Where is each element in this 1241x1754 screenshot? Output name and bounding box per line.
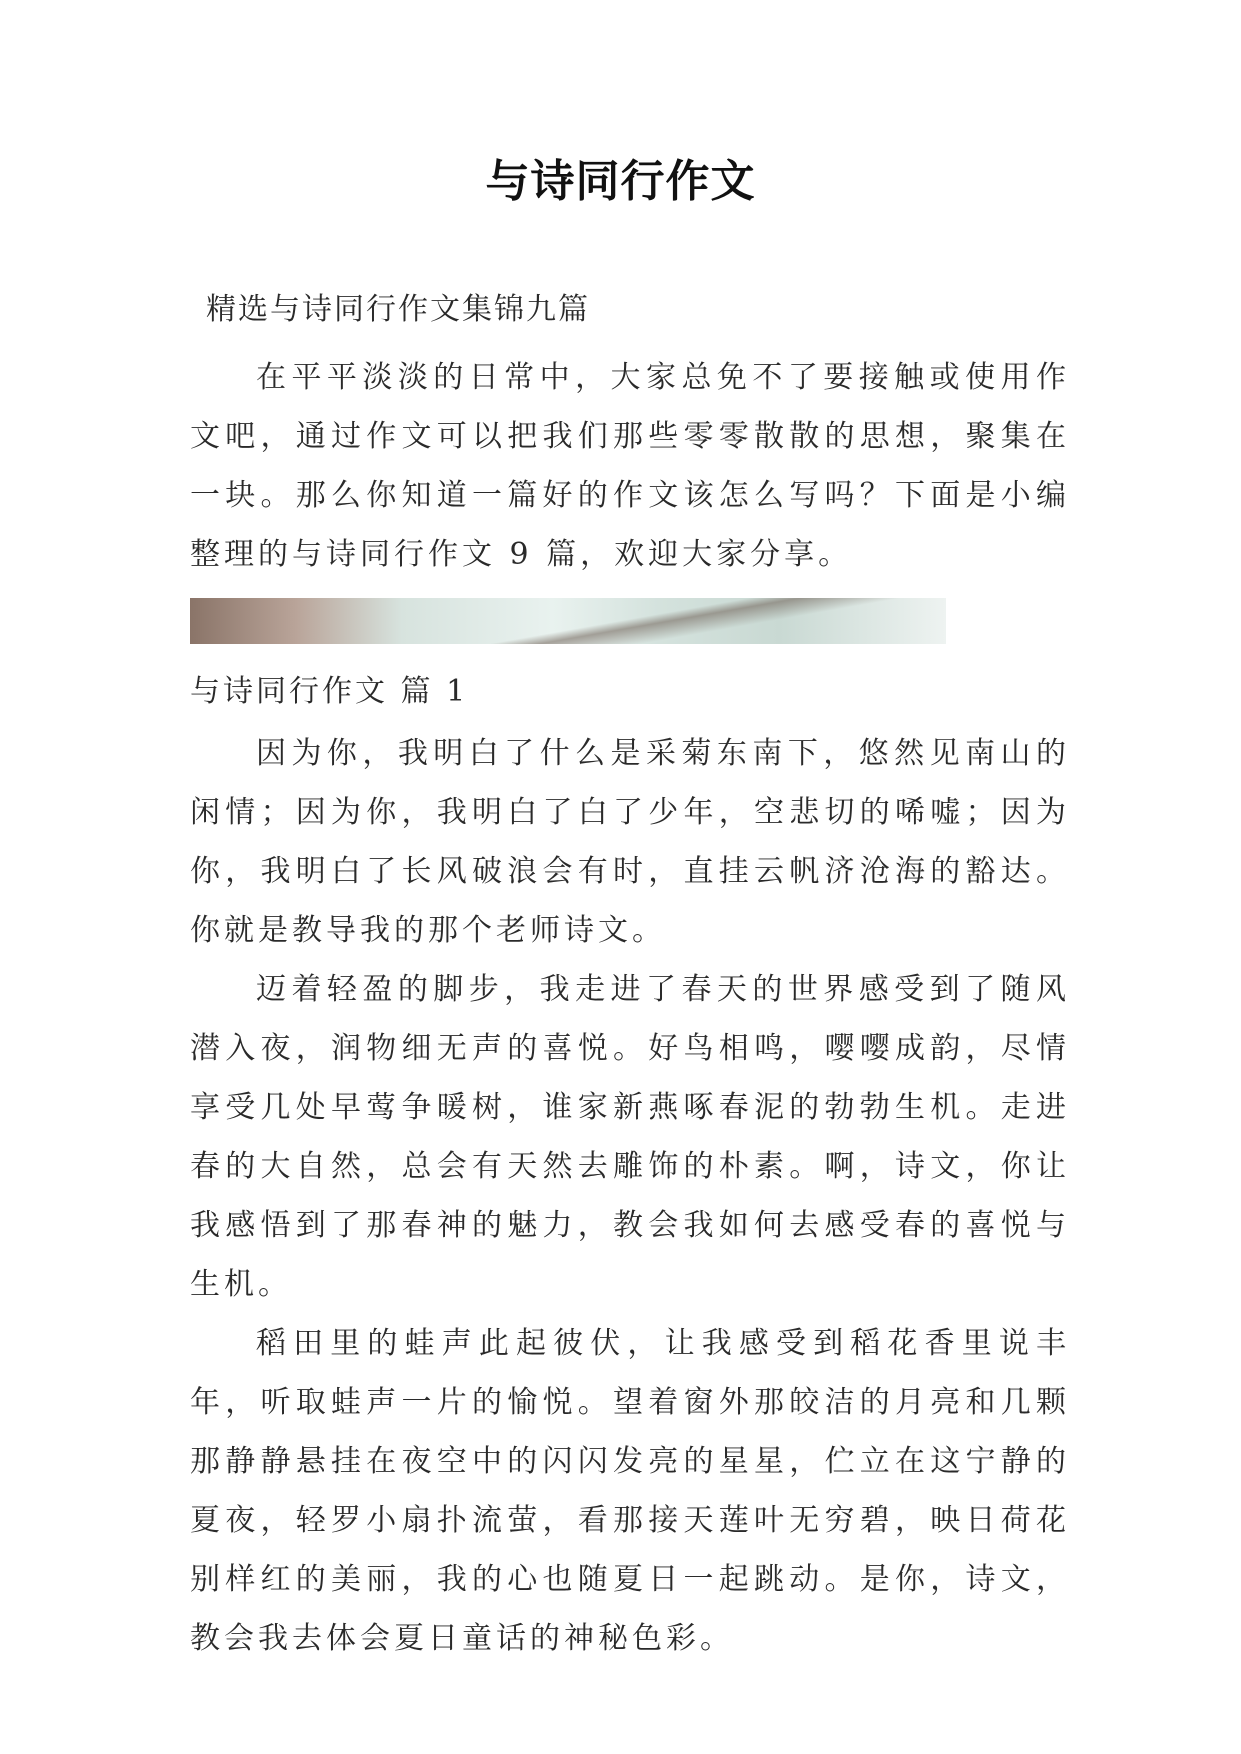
banner-image [190, 598, 946, 644]
intro-paragraph: 在平平淡淡的日常中，大家总免不了要接触或使用作文吧，通过作文可以把我们那些零零散散的思想，聚集在一块。那么你知道一篇好的作文该怎么写吗？下面是小编整理的与诗同行作文 9 篇，欢迎大家分享。 [190, 360, 1070, 572]
section-heading: 与诗同行作文 篇 1 [190, 674, 469, 709]
document-subtitle: 精选与诗同行作文集锦九篇 [206, 292, 590, 327]
document-title: 与诗同行作文 [485, 156, 756, 207]
document-body [190, 290, 1070, 1668]
body-paragraph-2: 迈着轻盈的脚步，我走进了春天的世界感受到了随风潜入夜，润物细无声的喜悦。好鸟相鸣，嘤嘤成韵，尽情享受几处早莺争暖树，谁家新燕啄春泥的勃勃生机。走进春的大自然，总会有天然去雕饰的朴素。啊，诗文，你让我感悟到了那春神的魅力，教会我如何去感受春的喜悦与生机。 [190, 972, 1070, 1302]
body-paragraph-1: 因为你，我明白了什么是采菊东南下，悠然见南山的闲情；因为你，我明白了白了少年，空悲切的唏嘘；因为你，我明白了长风破浪会有时，直挂云帆济沧海的豁达。你就是教导我的那个老师诗文。 [190, 736, 1070, 948]
body-paragraph-3: 稻田里的蛙声此起彼伏，让我感受到稻花香里说丰年，听取蛙声一片的愉悦。望着窗外那皎洁的月亮和几颗那静静悬挂在夜空中的闪闪发亮的星星，伫立在这宁静的夏夜，轻罗小扇扑流萤，看那接天莲叶无穷碧，映日荷花别样红的美丽，我的心也随夏日一起跳动。是你，诗文，教会我去体会夏日童话的神秘色彩。 [190, 1326, 1070, 1656]
